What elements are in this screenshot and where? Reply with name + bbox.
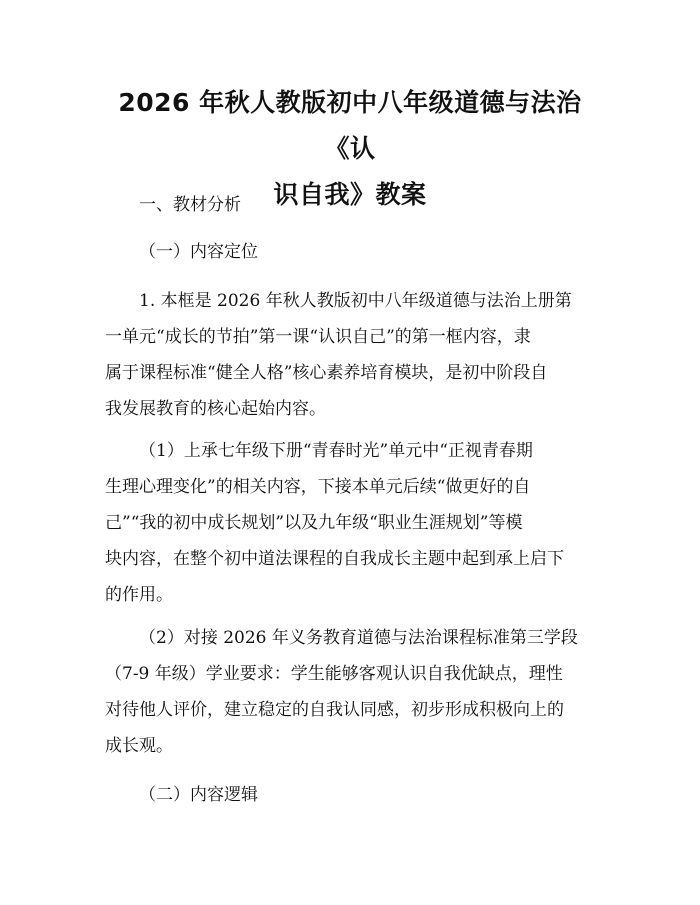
title-line-1: 2026 年秋人教版初中八年级道德与法治《认 [118,88,582,163]
paragraph-line: 我发展教育的核心起始内容。 [105,399,326,419]
paragraph-line: 一单元“成长的节拍”第一课“认识自己”的第一框内容，隶 [105,327,531,347]
paragraph-line: （2）对接 2026 年义务教育道德与法治课程标准第三学段 [139,628,578,648]
paragraph-line: 对待他人评价，建立稳定的自我认同感，初步形成积极向上的 [105,700,564,720]
title-line-2: 识自我》教案 [273,180,427,209]
paragraph-line: 属于课程标准“健全人格”核心素养培育模块，是初中阶段自 [105,363,548,383]
paragraph-line: 的作用。 [105,585,173,605]
paragraph [105,620,605,764]
paragraph-line: 成长观。 [105,736,173,756]
paragraph-line: 块内容，在整个初中道法课程的自我成长主题中起到承上启下 [105,549,564,569]
paragraph-line: 1. 本框是 2026 年秋人教版初中八年级道德与法治上册第 [139,291,572,311]
paragraph-line: 生理心理变化”的相关内容，下接本单元后续“做更好的自 [105,477,531,497]
paragraph [105,283,605,427]
paragraph [105,433,605,613]
paragraph-line: （1）上承七年级下册“青春时光”单元中“正视青春期 [139,441,533,461]
subsection-heading: （一）内容定位 [139,242,258,262]
subsection-heading: （二）内容逻辑 [139,785,258,805]
section-heading: 一、教材分析 [139,195,241,215]
paragraph-line: （7-9 年级）学业要求：学生能够客观认识自我优缺点，理性 [105,664,563,684]
paragraph-line: 己”“我的初中成长规划”以及九年级“职业生涯规划”等模 [105,513,523,533]
